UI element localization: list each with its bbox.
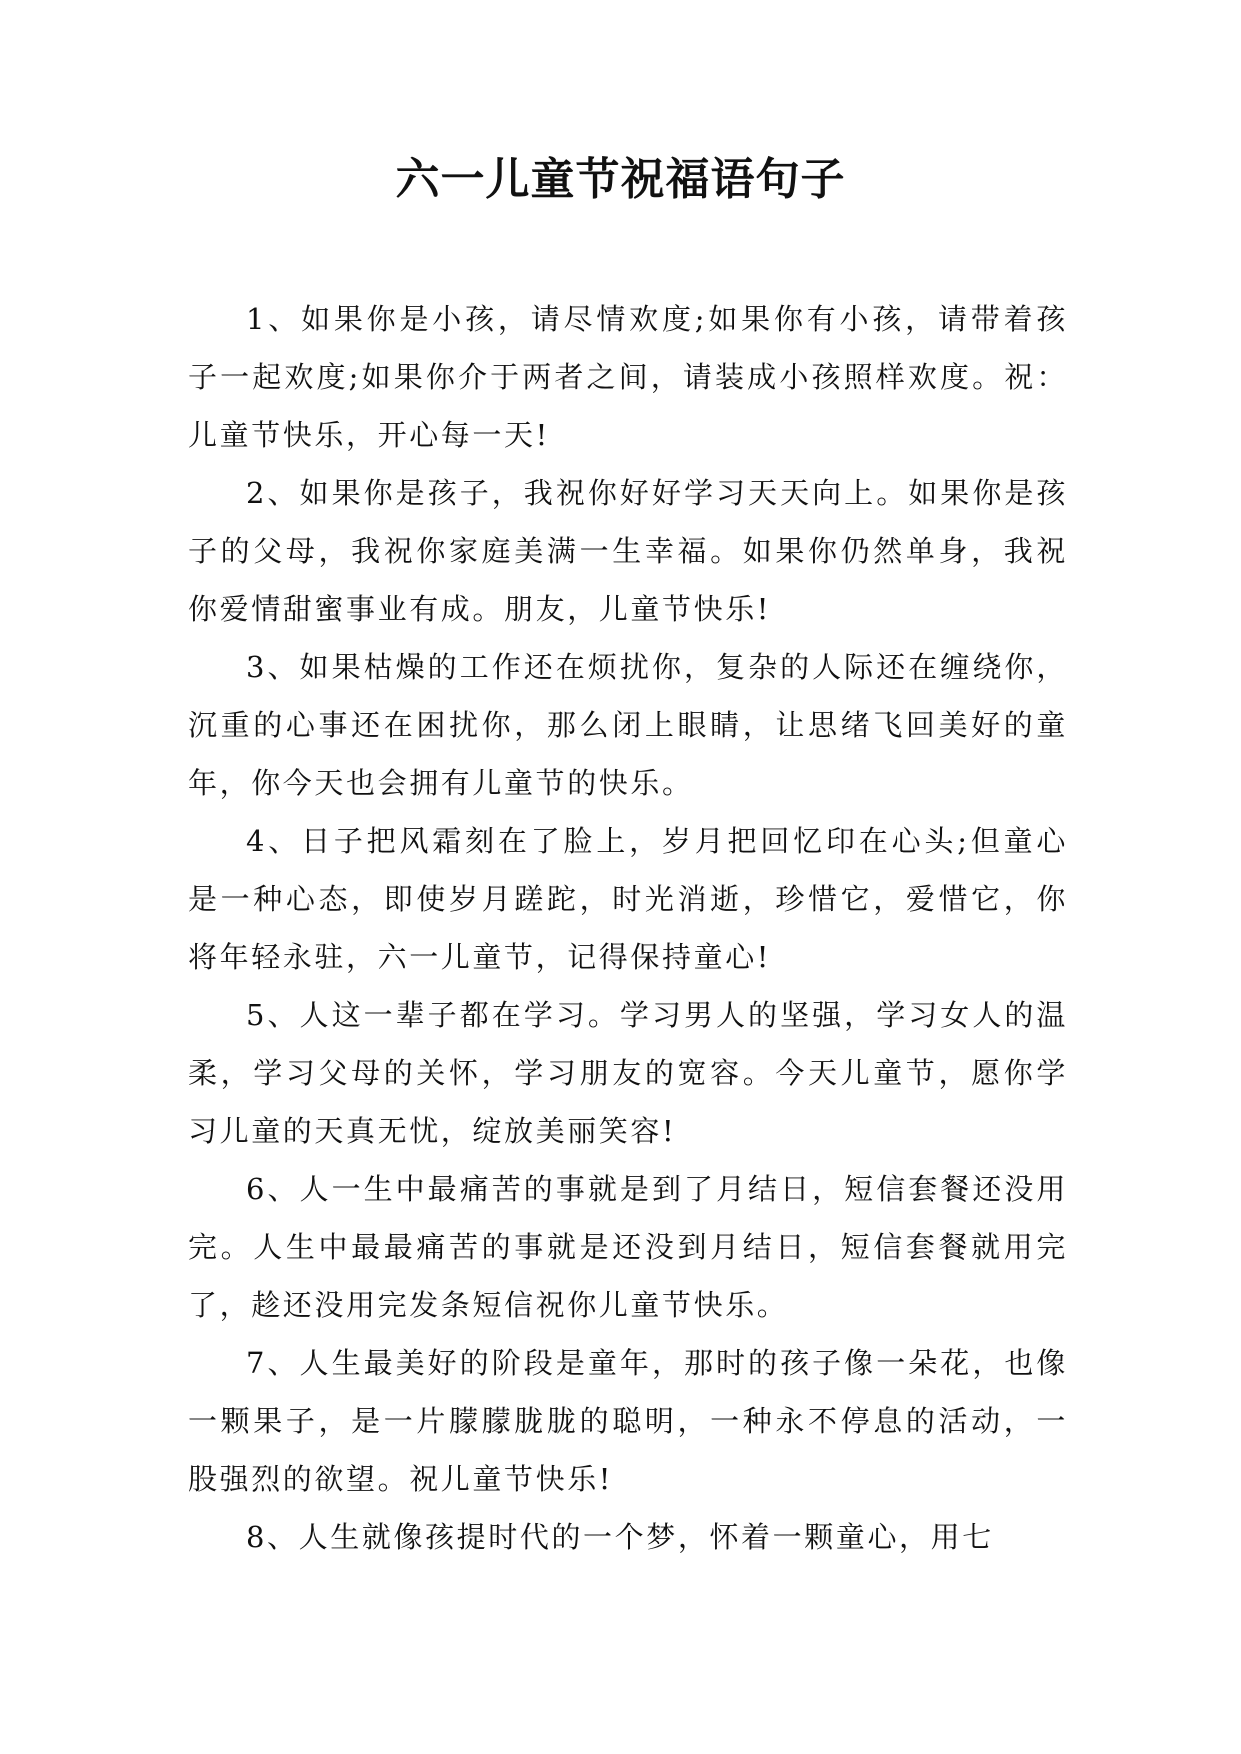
paragraph-7: 7、人生最美好的阶段是童年，那时的孩子像一朵花，也像一颗果子，是一片朦朦胧胧的聪明，一种永不停息的活动，一股强烈的欲望。祝儿童节快乐! xyxy=(188,1346,1068,1496)
paragraph-3: 3、如果枯燥的工作还在烦扰你，复杂的人际还在缠绕你，沉重的心事还在困扰你，那么闭上眼睛，让思绪飞回美好的童年，你今天也会拥有儿童节的快乐。 xyxy=(188,650,1068,800)
paragraph-4: 4、日子把风霜刻在了脸上，岁月把回忆印在心头;但童心是一种心态，即使岁月蹉跎，时光消逝，珍惜它，爱惜它，你将年轻永驻，六一儿童节，记得保持童心! xyxy=(188,824,1068,974)
document-body xyxy=(188,290,1068,1566)
paragraph-8: 8、人生就像孩提时代的一个梦，怀着一颗童心，用七 xyxy=(246,1520,994,1554)
paragraph-5: 5、人这一辈子都在学习。学习男人的坚强，学习女人的温柔，学习父母的关怀，学习朋友的宽容。今天儿童节，愿你学习儿童的天真无忧，绽放美丽笑容! xyxy=(188,998,1068,1148)
page-title: 六一儿童节祝福语句子 xyxy=(395,154,846,205)
paragraph-1: 1、如果你是小孩，请尽情欢度;如果你有小孩，请带着孩子一起欢度;如果你介于两者之间，请装成小孩照样欢度。祝：儿童节快乐，开心每一天! xyxy=(188,302,1068,452)
paragraph-6: 6、人一生中最痛苦的事就是到了月结日，短信套餐还没用完。人生中最最痛苦的事就是还没到月结日，短信套餐就用完了，趁还没用完发条短信祝你儿童节快乐。 xyxy=(188,1172,1068,1322)
paragraph-2: 2、如果你是孩子，我祝你好好学习天天向上。如果你是孩子的父母，我祝你家庭美满一生幸福。如果你仍然单身，我祝你爱情甜蜜事业有成。朋友，儿童节快乐! xyxy=(188,476,1068,626)
